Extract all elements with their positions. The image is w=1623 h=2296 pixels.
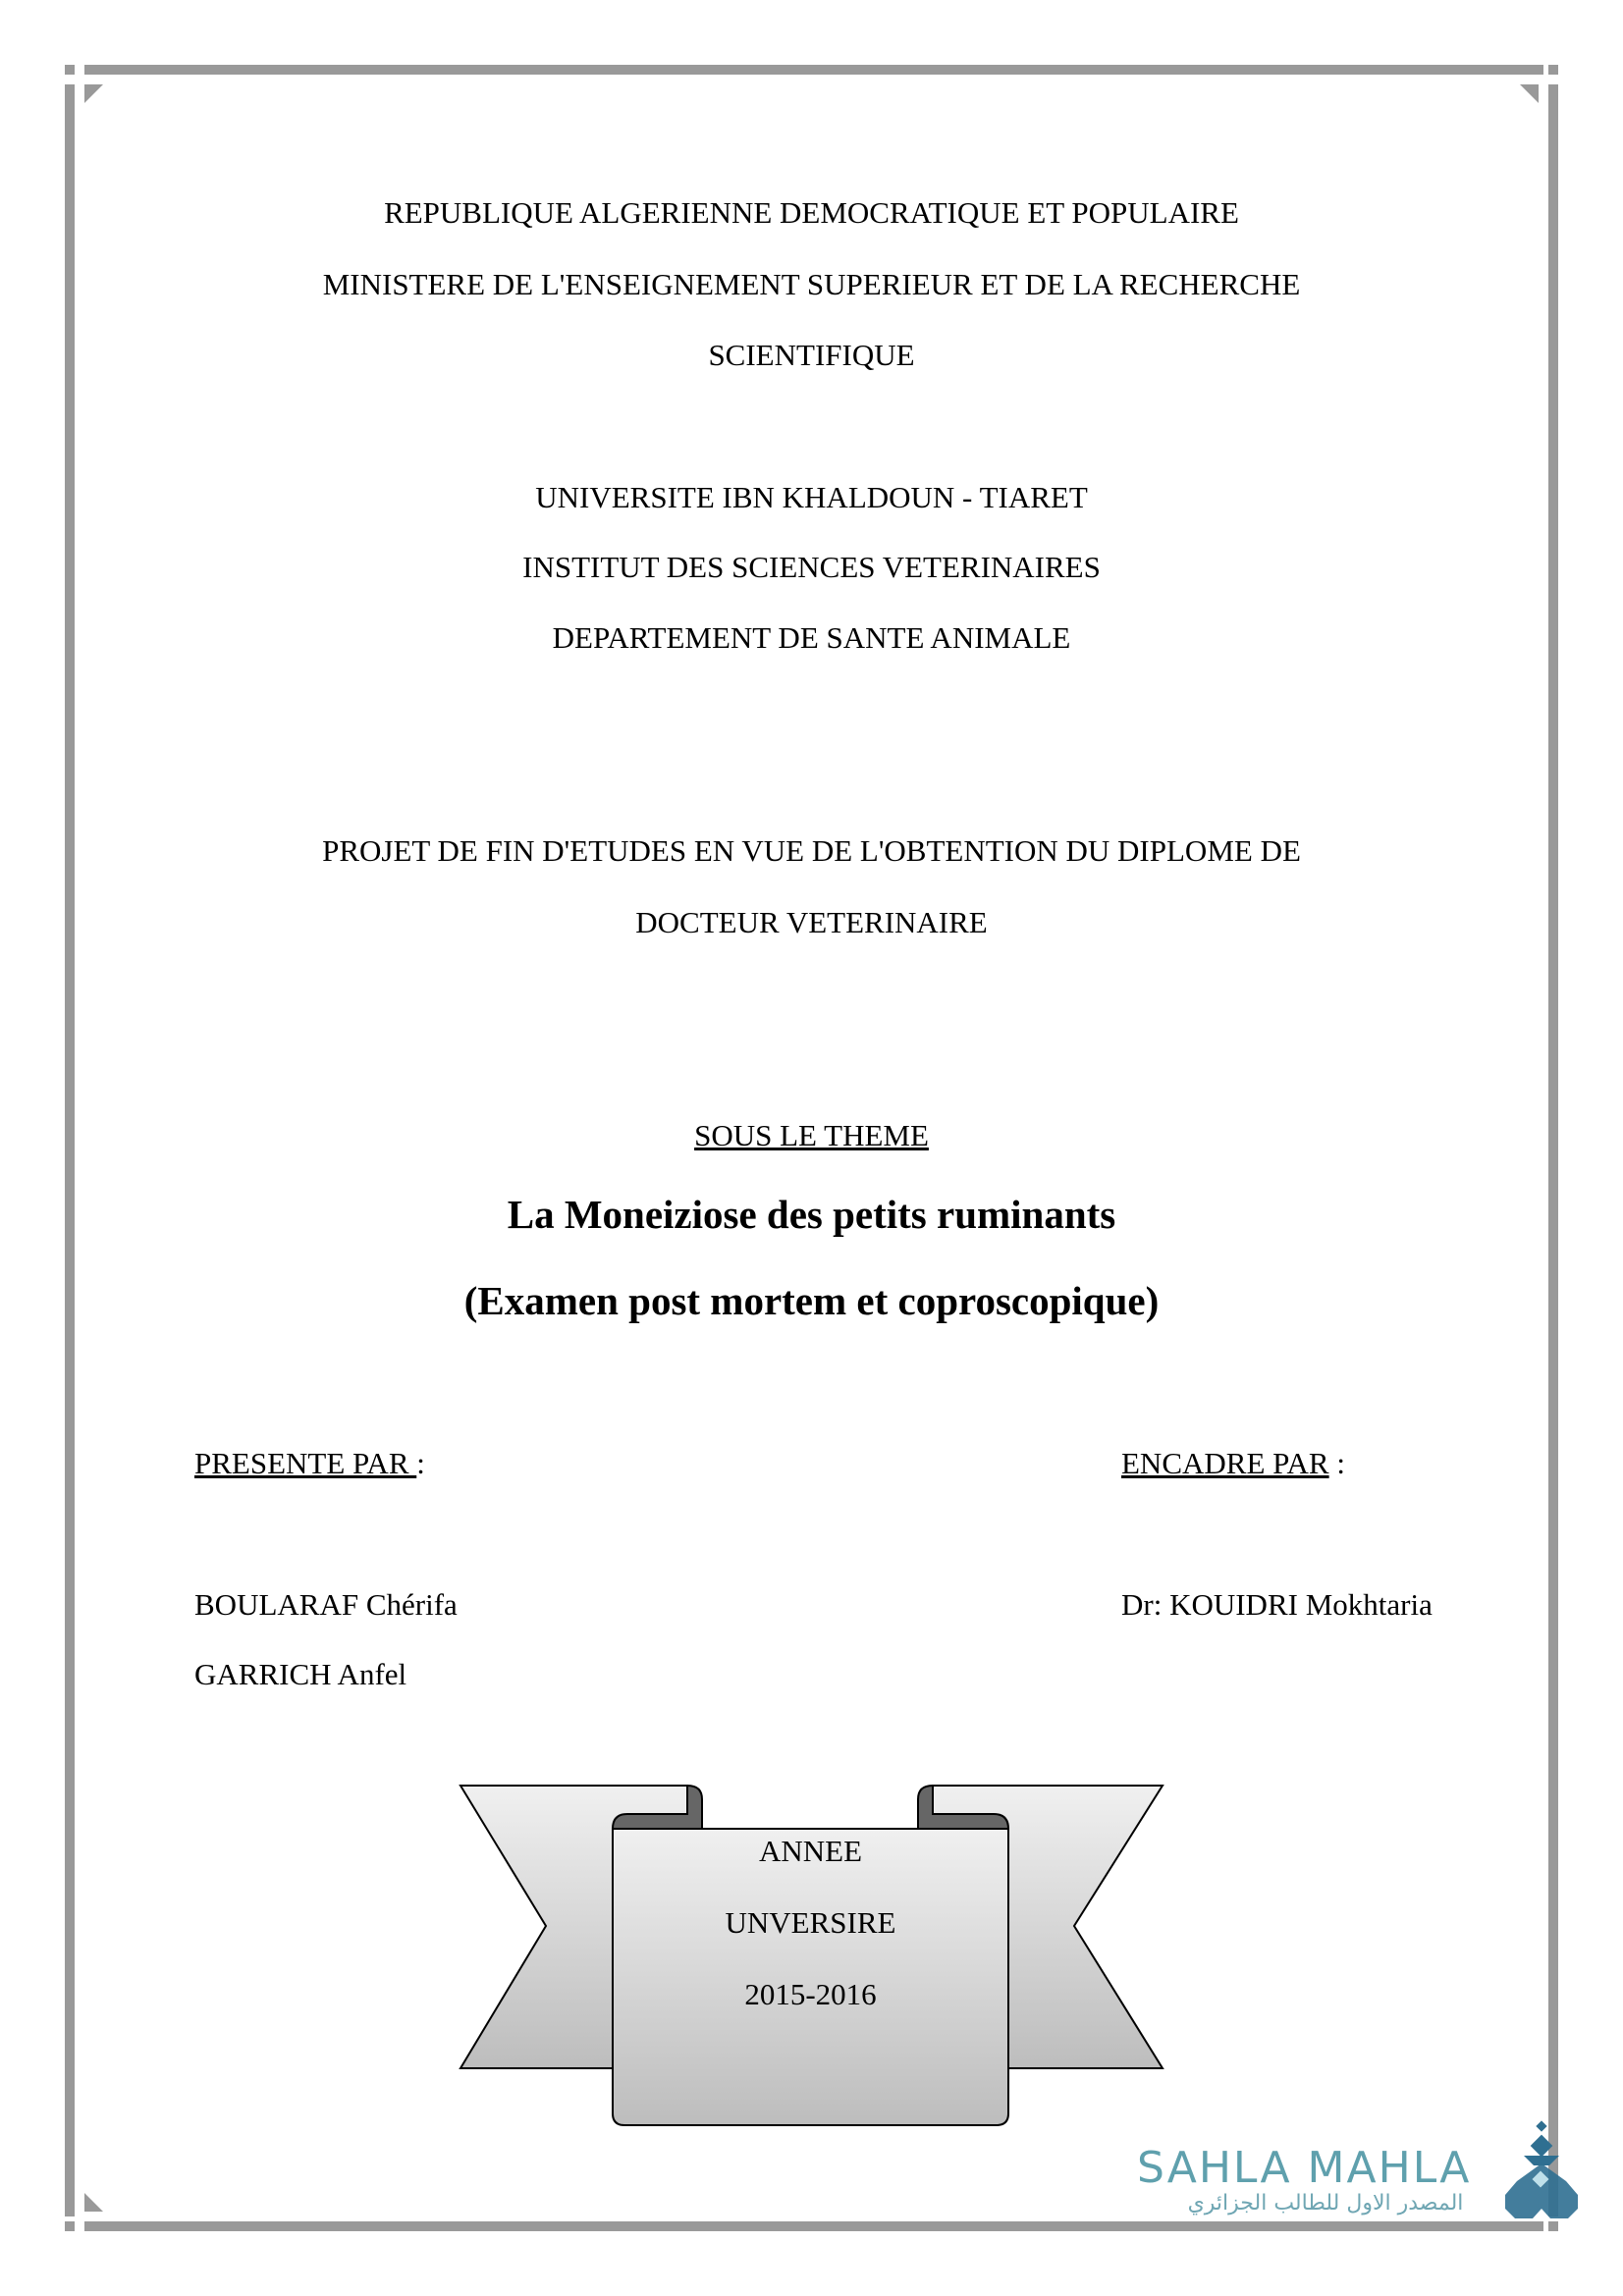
student-name: GARRICH Anfel	[194, 1657, 407, 1691]
student-name: BOULARAF Chérifa	[194, 1587, 458, 1622]
header-ministry: MINISTERE DE L'ENSEIGNEMENT SUPERIEUR ET DE LA RECHERCHE	[322, 267, 1301, 301]
theme-label	[0, 1118, 1623, 1153]
university-name: UNIVERSITE IBN KHALDOUN - TIARET	[535, 480, 1088, 514]
supervisor-name: Dr: KOUIDRI Mokhtaria	[1121, 1587, 1433, 1622]
project-line1: PROJET DE FIN D'ETUDES EN VUE DE L'OBTENTION DU DIPLOME DE	[322, 833, 1301, 868]
ribbon-line1: ANNEE	[758, 1834, 863, 1868]
watermark-tagline: المصدر الاول للطالب الجزائري	[1187, 2191, 1464, 2216]
header-ministry-cont: SCIENTIFIQUE	[708, 338, 915, 372]
presented-by-colon: :	[416, 1446, 425, 1480]
header-republic: REPUBLIQUE ALGERIENNE DEMOCRATIQUE ET POPULAIRE	[384, 195, 1239, 230]
sahla-mahla-emblem	[1505, 2120, 1578, 2218]
department-name: DEPARTEMENT DE SANTE ANIMALE	[552, 620, 1071, 655]
watermark-brand: SAHLA MAHLA	[1137, 2143, 1472, 2193]
project-line2: DOCTEUR VETERINAIRE	[635, 905, 988, 939]
institute-name: INSTITUT DES SCIENCES VETERINAIRES	[522, 550, 1101, 584]
theme-label-text: SOUS LE THEME	[694, 1118, 929, 1152]
thesis-subtitle: (Examen post mortem et coproscopique)	[463, 1278, 1160, 1323]
academic-year: 2015-2016	[744, 1977, 877, 2011]
supervised-by-colon: :	[1328, 1446, 1345, 1480]
presented-by-label	[194, 1446, 425, 1481]
thesis-title: La Moneiziose des petits ruminants	[507, 1192, 1116, 1237]
presented-by-text: PRESENTE PAR	[194, 1446, 417, 1480]
supervised-by-text: ENCADRE PAR	[1121, 1446, 1329, 1480]
supervised-by-label	[1121, 1446, 1345, 1481]
ribbon-line2: UNVERSIRE	[725, 1905, 896, 1940]
